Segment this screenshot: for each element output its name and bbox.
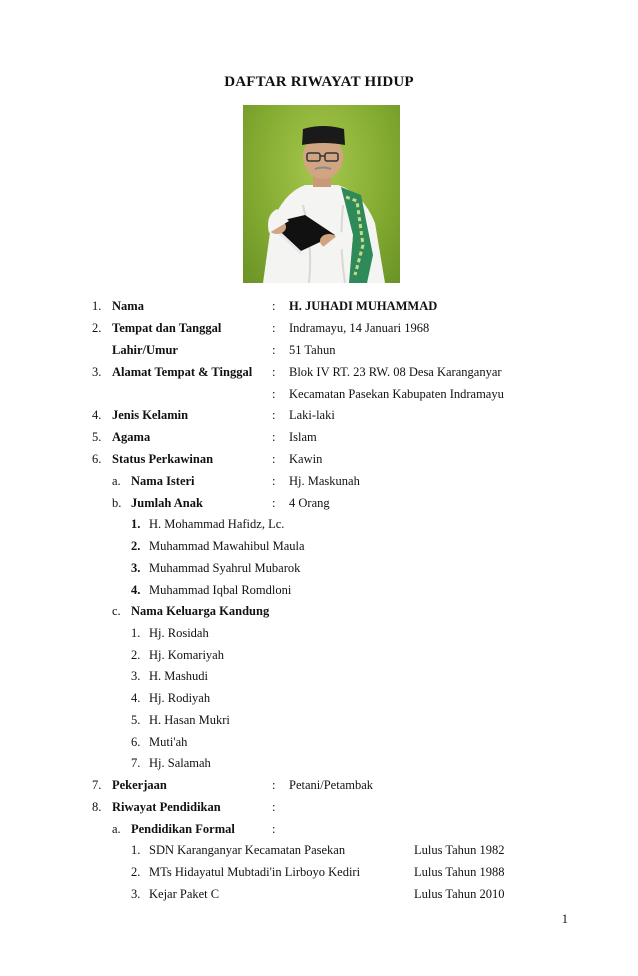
- field-label-riwayat-pendidikan: Riwayat Pendidikan: [112, 800, 221, 814]
- education-number: 2.: [131, 865, 141, 879]
- child-name: Muhammad Iqbal Romdloni: [149, 583, 292, 597]
- field-value-jenis-kelamin: Laki-laki: [289, 408, 335, 422]
- field-label-pekerjaan: Pekerjaan: [112, 778, 167, 792]
- sibling-name: H. Mashudi: [149, 669, 209, 683]
- colon: :: [272, 822, 276, 836]
- sibling-name: Hj. Komariyah: [149, 648, 224, 662]
- colon: :: [272, 408, 276, 422]
- field-label-nama-isteri: Nama Isteri: [131, 474, 195, 488]
- field-value-alamat-line2: Kecamatan Pasekan Kabupaten Indramayu: [289, 387, 504, 401]
- sibling-name: Muti'ah: [149, 735, 188, 749]
- sub-letter: a.: [112, 474, 121, 488]
- child-name: Muhammad Mawahibul Maula: [149, 539, 305, 553]
- education-status: Lulus Tahun 1988: [414, 865, 505, 879]
- sibling-number: 3.: [131, 669, 141, 683]
- child-name: Muhammad Syahrul Mubarok: [149, 561, 301, 575]
- education-status: Lulus Tahun 2010: [414, 887, 505, 901]
- row-number: 4.: [92, 408, 102, 422]
- colon: :: [272, 452, 276, 466]
- education-number: 3.: [131, 887, 141, 901]
- sibling-number: 7.: [131, 756, 141, 770]
- colon: :: [272, 343, 276, 357]
- education-school: SDN Karanganyar Kecamatan Pasekan: [149, 843, 346, 857]
- field-label-jumlah-anak: Jumlah Anak: [131, 496, 203, 510]
- child-number: 2.: [131, 539, 141, 553]
- field-label-keluarga-kandung: Nama Keluarga Kandung: [131, 604, 270, 618]
- field-label-jenis-kelamin: Jenis Kelamin: [112, 408, 189, 422]
- sibling-name: Hj. Salamah: [149, 756, 211, 770]
- colon: :: [272, 496, 276, 510]
- profile-photo: [243, 105, 400, 283]
- document-title: DAFTAR RIWAYAT HIDUP: [224, 74, 414, 90]
- field-label-status-perkawinan: Status Perkawinan: [112, 452, 214, 466]
- person-portrait-illustration: [243, 105, 400, 283]
- row-number: 3.: [92, 365, 102, 379]
- field-value-tempat-tanggal: Indramayu, 14 Januari 1968: [289, 321, 430, 335]
- child-number: 4.: [131, 583, 141, 597]
- sub-letter: b.: [112, 496, 122, 510]
- field-label-agama: Agama: [112, 430, 151, 444]
- row-number: 6.: [92, 452, 102, 466]
- child-number: 3.: [131, 561, 141, 575]
- page-number: 1: [561, 912, 568, 926]
- row-number: 2.: [92, 321, 102, 335]
- row-number: 8.: [92, 800, 102, 814]
- row-number: 7.: [92, 778, 102, 792]
- sibling-number: 2.: [131, 648, 141, 662]
- row-number: 5.: [92, 430, 102, 444]
- field-label-pendidikan-formal: Pendidikan Formal: [131, 822, 235, 836]
- sub-letter: a.: [112, 822, 121, 836]
- field-label-tempat-tanggal: Tempat dan Tanggal: [112, 321, 222, 335]
- field-value-nama: H. JUHADI MUHAMMAD: [289, 299, 438, 313]
- colon: :: [272, 778, 276, 792]
- field-value-status-perkawinan: Kawin: [289, 452, 323, 466]
- field-value-umur: 51 Tahun: [289, 343, 336, 357]
- colon: :: [272, 800, 276, 814]
- sibling-number: 5.: [131, 713, 141, 727]
- child-name: H. Mohammad Hafidz, Lc.: [149, 517, 285, 531]
- field-value-nama-isteri: Hj. Maskunah: [289, 474, 360, 488]
- colon: :: [272, 430, 276, 444]
- education-number: 1.: [131, 843, 141, 857]
- field-value-pekerjaan: Petani/Petambak: [289, 778, 374, 792]
- field-label-lahir-umur: Lahir/Umur: [112, 343, 178, 357]
- colon: :: [272, 387, 276, 401]
- child-number: 1.: [131, 517, 141, 531]
- field-value-agama: Islam: [289, 430, 317, 444]
- sibling-name: H. Hasan Mukri: [149, 713, 230, 727]
- colon: :: [272, 365, 276, 379]
- field-label-nama: Nama: [112, 299, 144, 313]
- sub-letter: c.: [112, 604, 121, 618]
- sibling-name: Hj. Rodiyah: [149, 691, 211, 705]
- education-status: Lulus Tahun 1982: [414, 843, 505, 857]
- sibling-name: Hj. Rosidah: [149, 626, 209, 640]
- field-label-alamat: Alamat Tempat & Tinggal: [112, 365, 253, 379]
- field-value-jumlah-anak: 4 Orang: [289, 496, 330, 510]
- colon: :: [272, 474, 276, 488]
- row-number: 1.: [92, 299, 102, 313]
- sibling-number: 1.: [131, 626, 141, 640]
- sibling-number: 4.: [131, 691, 141, 705]
- colon: :: [272, 321, 276, 335]
- sibling-number: 6.: [131, 735, 141, 749]
- education-school: MTs Hidayatul Mubtadi'in Lirboyo Kediri: [149, 865, 361, 879]
- education-school: Kejar Paket C: [149, 887, 220, 901]
- colon: :: [272, 299, 276, 313]
- field-value-alamat-line1: Blok IV RT. 23 RW. 08 Desa Karanganyar: [289, 365, 502, 379]
